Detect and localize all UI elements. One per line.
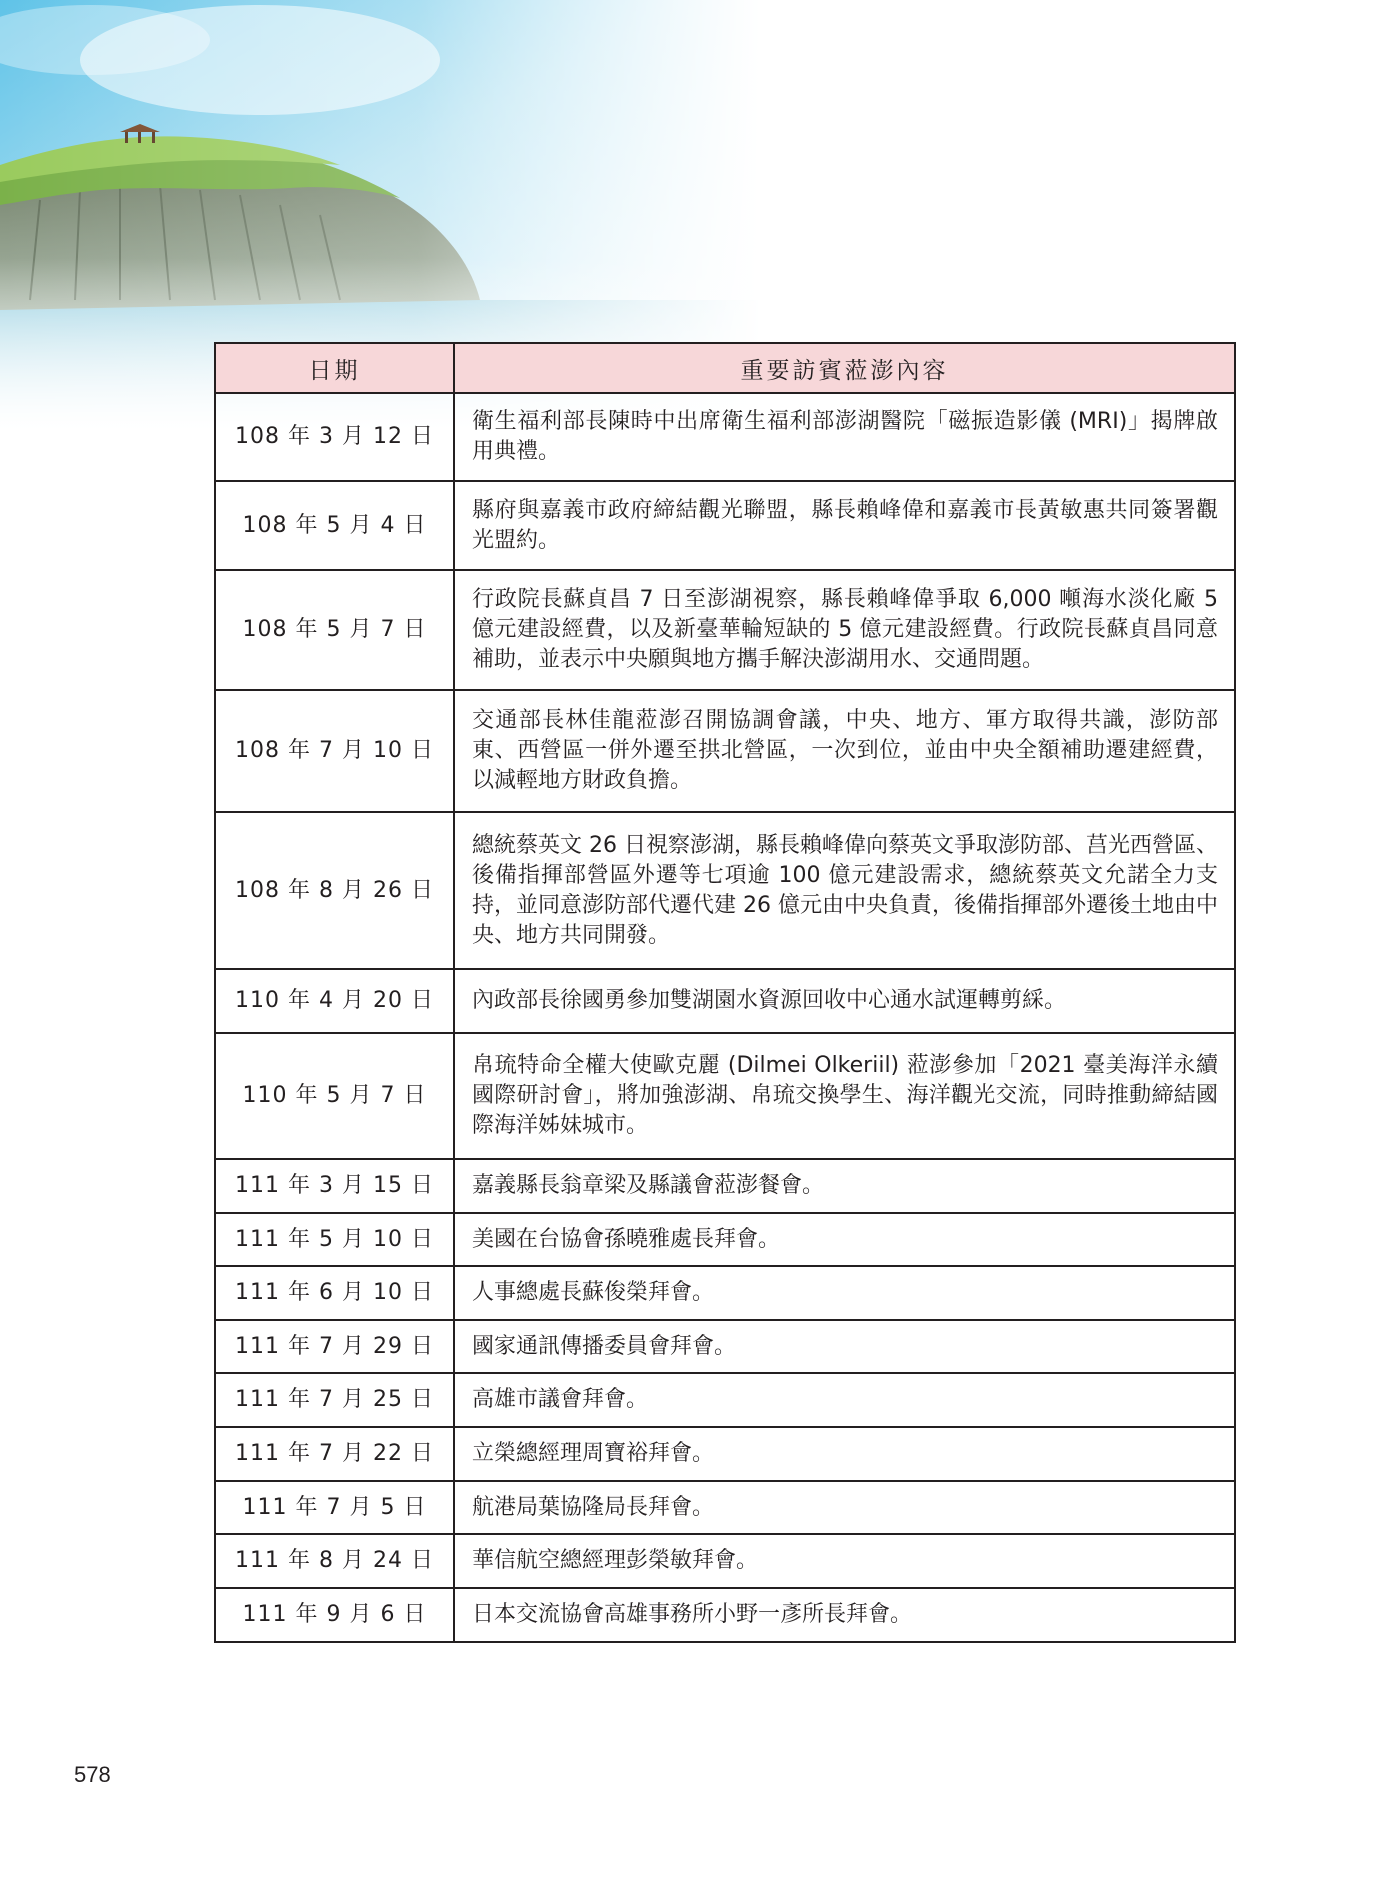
- row-content: 高雄市議會拜會。: [454, 1373, 1235, 1427]
- table-row: [215, 1213, 1235, 1266]
- page-number: 578: [74, 1762, 111, 1787]
- row-date: 108 年 3 月 12 日: [215, 393, 454, 481]
- table-row: [215, 969, 1235, 1033]
- important-visitors-table: [214, 342, 1236, 1643]
- row-date: 111 年 3 月 15 日: [215, 1159, 454, 1213]
- table-row: [215, 1033, 1235, 1159]
- visits-table-container: [214, 342, 1234, 1643]
- row-date: 111 年 7 月 29 日: [215, 1320, 454, 1373]
- row-content: 內政部長徐國勇參加雙湖園水資源回收中心通水試運轉剪綵。: [454, 969, 1235, 1033]
- table-row: [215, 1159, 1235, 1213]
- row-date: 111 年 9 月 6 日: [215, 1588, 454, 1642]
- row-date: 111 年 5 月 10 日: [215, 1213, 454, 1266]
- row-content: 帛琉特命全權大使歐克麗 (Dilmei Olkeriil) 蒞澎參加「2021 臺美海洋永續國際研討會」，將加強澎湖、帛琉交換學生、海洋觀光交流，同時推動締結國際海洋姊妹城市。: [454, 1033, 1235, 1159]
- table-row: [215, 812, 1235, 969]
- table-row: [215, 1481, 1235, 1534]
- row-content: 美國在台協會孫曉雅處長拜會。: [454, 1213, 1235, 1266]
- row-date: 111 年 7 月 22 日: [215, 1427, 454, 1481]
- table-row: [215, 570, 1235, 690]
- table-row: [215, 1266, 1235, 1320]
- table-row: [215, 1588, 1235, 1642]
- row-content: 行政院長蘇貞昌 7 日至澎湖視察，縣長賴峰偉爭取 6,000 噸海水淡化廠 5 億元建設經費，以及新臺華輪短缺的 5 億元建設經費。行政院長蘇貞昌同意補助，並表示中央願與地方攜手解決澎湖用水、交通問題。: [454, 570, 1235, 690]
- row-content: 縣府與嘉義市政府締結觀光聯盟，縣長賴峰偉和嘉義市長黃敏惠共同簽署觀光盟約。: [454, 481, 1235, 570]
- table-row: [215, 481, 1235, 570]
- row-content: 衛生福利部長陳時中出席衛生福利部澎湖醫院「磁振造影儀 (MRI)」揭牌啟用典禮。: [454, 393, 1235, 481]
- row-date: 108 年 8 月 26 日: [215, 812, 454, 969]
- row-date: 108 年 5 月 7 日: [215, 570, 454, 690]
- row-content: 總統蔡英文 26 日視察澎湖，縣長賴峰偉向蔡英文爭取澎防部、莒光西營區、後備指揮部營區外遷等七項逾 100 億元建設需求，總統蔡英文允諾全力支持，並同意澎防部代遷代建 26 億元由中央負責，後備指揮部外遷後土地由中央、地方共同開發。: [454, 812, 1235, 969]
- row-date: 110 年 4 月 20 日: [215, 969, 454, 1033]
- row-date: 108 年 7 月 10 日: [215, 690, 454, 812]
- table-row: [215, 1373, 1235, 1427]
- row-content: 日本交流協會高雄事務所小野一彥所長拜會。: [454, 1588, 1235, 1642]
- table-row: [215, 690, 1235, 812]
- row-content: 國家通訊傳播委員會拜會。: [454, 1320, 1235, 1373]
- row-date: 111 年 6 月 10 日: [215, 1266, 454, 1320]
- row-date: 110 年 5 月 7 日: [215, 1033, 454, 1159]
- row-content: 人事總處長蘇俊榮拜會。: [454, 1266, 1235, 1320]
- header-date: 日期: [215, 343, 454, 393]
- table-body: [215, 393, 1235, 1642]
- table-row: [215, 1427, 1235, 1481]
- table-row: [215, 1320, 1235, 1373]
- table-header-row: [215, 343, 1235, 393]
- row-content: 航港局葉協隆局長拜會。: [454, 1481, 1235, 1534]
- table-row: [215, 393, 1235, 481]
- row-date: 111 年 8 月 24 日: [215, 1534, 454, 1588]
- row-date: 111 年 7 月 5 日: [215, 1481, 454, 1534]
- row-date: 108 年 5 月 4 日: [215, 481, 454, 570]
- table-row: [215, 1534, 1235, 1588]
- row-content: 交通部長林佳龍蒞澎召開協調會議，中央、地方、軍方取得共識，澎防部東、西營區一併外遷至拱北營區，一次到位，並由中央全額補助遷建經費，以減輕地方財政負擔。: [454, 690, 1235, 812]
- row-content: 立榮總經理周寶裕拜會。: [454, 1427, 1235, 1481]
- row-content: 嘉義縣長翁章梁及縣議會蒞澎餐會。: [454, 1159, 1235, 1213]
- row-date: 111 年 7 月 25 日: [215, 1373, 454, 1427]
- row-content: 華信航空總經理彭榮敏拜會。: [454, 1534, 1235, 1588]
- header-content: 重要訪賓蒞澎內容: [454, 343, 1235, 393]
